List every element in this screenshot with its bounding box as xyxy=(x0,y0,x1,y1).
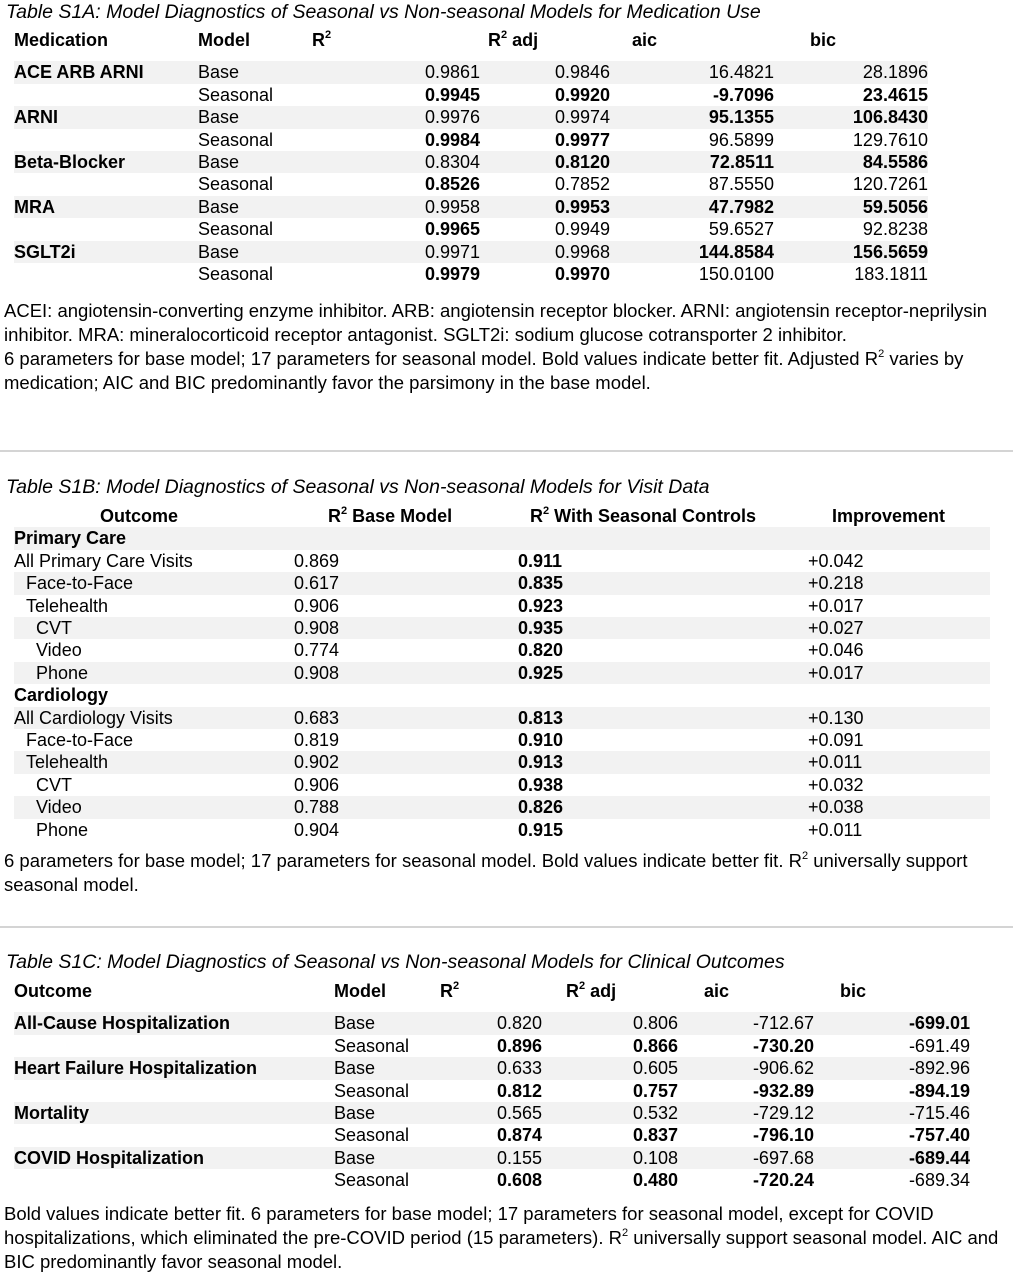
table-row xyxy=(14,1102,970,1124)
table-row xyxy=(14,639,990,661)
r2-base-cell: 0.908 xyxy=(294,662,518,684)
r2-adj-cell: 0.532 xyxy=(542,1102,678,1124)
bic-cell: -691.49 xyxy=(908,1035,970,1056)
table-row xyxy=(14,1057,970,1079)
aic-cell: 95.1355 xyxy=(610,106,774,128)
table-s1c xyxy=(14,980,970,1192)
table-row xyxy=(14,1080,970,1102)
model-cell: Seasonal xyxy=(334,1080,410,1101)
model-cell: Base xyxy=(334,1102,440,1124)
aic-cell: -9.7096 xyxy=(712,84,774,105)
improvement-cell: +0.032 xyxy=(808,774,864,795)
r2-base-cell: 0.774 xyxy=(294,640,340,661)
r2-seasonal-cell: 0.915 xyxy=(518,819,564,840)
table-s1a xyxy=(14,29,928,285)
r2-adj-cell: 0.605 xyxy=(542,1057,678,1079)
r2-adj-cell: 0.9974 xyxy=(480,106,610,128)
r2-cell: 0.9984 xyxy=(424,129,480,150)
group-row xyxy=(14,527,990,549)
r2-base-cell: 0.617 xyxy=(294,572,518,594)
outcome-cell xyxy=(14,1124,334,1146)
aic-cell: -712.67 xyxy=(678,1012,814,1034)
outcome-cell xyxy=(14,1169,334,1191)
r2-seasonal-cell: 0.910 xyxy=(518,730,564,751)
table-row xyxy=(14,729,990,751)
table-s1c-header xyxy=(14,980,970,1002)
model-cell: Base xyxy=(198,196,312,218)
r2-cell: 0.9945 xyxy=(424,84,480,105)
model-cell: Seasonal xyxy=(198,129,274,150)
divider xyxy=(0,926,1013,928)
aic-cell: -729.12 xyxy=(678,1102,814,1124)
table-row xyxy=(14,1035,970,1057)
col-r2-seasonal: $R^2$ With Seasonal Controls xyxy=(530,505,756,526)
outcome-cell xyxy=(14,1035,334,1057)
table-s1a-footnote: 6 parameters for base model; 17 parameters for seasonal model. Bold values indicate better fit. Adjusted $R^2$ varies by medication; AIC and BIC predominantly favor the parsimony in the base model. xyxy=(4,348,964,394)
bic-cell: 183.1811 xyxy=(854,264,928,285)
col-medication: Medication xyxy=(14,30,109,50)
outcome-cell: Video xyxy=(36,640,82,661)
r2-cell: 0.9861 xyxy=(312,61,480,83)
bic-cell: 120.7261 xyxy=(852,174,928,195)
table-row xyxy=(14,218,928,240)
r2-base-cell: 0.683 xyxy=(294,707,518,729)
improvement-cell: +0.011 xyxy=(808,751,990,773)
model-cell: Seasonal xyxy=(198,84,274,105)
r2-adj-cell: 0.7852 xyxy=(554,174,610,195)
model-cell: Base xyxy=(334,1057,440,1079)
r2-adj-cell: 0.866 xyxy=(632,1035,678,1056)
table-row xyxy=(14,1169,970,1191)
improvement-cell: +0.218 xyxy=(808,572,990,594)
model-cell: Seasonal xyxy=(198,219,274,240)
bic-cell: -892.96 xyxy=(814,1057,970,1079)
table-row xyxy=(14,241,928,263)
aic-cell: 144.8584 xyxy=(610,241,774,263)
aic-cell: 47.7982 xyxy=(610,196,774,218)
table-row xyxy=(14,106,928,128)
model-cell: Seasonal xyxy=(198,264,274,285)
table-row xyxy=(14,774,990,796)
aic-cell: 59.6527 xyxy=(708,219,774,240)
improvement-cell: +0.017 xyxy=(808,595,864,616)
aic-cell: -906.62 xyxy=(678,1057,814,1079)
outcome-cell: Face-to-Face xyxy=(26,730,134,751)
aic-cell: -697.68 xyxy=(678,1147,814,1169)
r2-seasonal-cell: 0.923 xyxy=(518,595,564,616)
aic-cell: -720.24 xyxy=(752,1170,814,1191)
aic-cell: -932.89 xyxy=(752,1080,814,1101)
aic-cell: 150.0100 xyxy=(698,264,774,285)
r2-cell: 0.896 xyxy=(496,1035,542,1056)
table-row xyxy=(14,617,990,639)
table-row xyxy=(14,1124,970,1146)
outcome-cell xyxy=(14,1080,334,1102)
r2-base-cell: 0.869 xyxy=(294,550,340,571)
r2-adj-cell: 0.9953 xyxy=(480,196,610,218)
improvement-cell: +0.027 xyxy=(808,617,990,639)
col-aic: aic xyxy=(632,30,658,50)
outcome-cell: CVT xyxy=(36,774,72,795)
medication-cell xyxy=(14,263,198,285)
r2-adj-cell: 0.9968 xyxy=(480,241,610,263)
table-row xyxy=(14,129,928,151)
medication-cell: ARNI xyxy=(14,106,198,128)
group-label: Cardiology xyxy=(14,685,109,706)
r2-adj-cell: 0.9949 xyxy=(554,219,610,240)
model-cell: Base xyxy=(198,151,312,173)
bic-cell: -689.34 xyxy=(908,1170,970,1191)
bic-cell: 92.8238 xyxy=(862,219,928,240)
col-r2-adj: $R^2$ adj xyxy=(488,29,539,50)
r2-cell: 0.565 xyxy=(440,1102,542,1124)
table-row xyxy=(14,1012,970,1034)
outcome-cell: Face-to-Face xyxy=(14,572,294,594)
r2-base-cell: 0.904 xyxy=(294,819,340,840)
r2-adj-cell: 0.806 xyxy=(542,1012,678,1034)
r2-adj-cell: 0.837 xyxy=(632,1125,678,1146)
improvement-cell: +0.011 xyxy=(808,819,863,840)
r2-seasonal-cell: 0.938 xyxy=(518,774,564,795)
r2-base-cell: 0.908 xyxy=(294,617,518,639)
outcome-cell: CVT xyxy=(14,617,294,639)
r2-cell: 0.9976 xyxy=(312,106,480,128)
col-model: Model xyxy=(334,981,386,1001)
r2-base-cell: 0.788 xyxy=(294,796,518,818)
model-cell: Base xyxy=(334,1012,440,1034)
r2-cell: 0.8526 xyxy=(424,174,480,195)
model-cell: Base xyxy=(198,241,312,263)
table-row xyxy=(14,61,928,83)
improvement-cell: +0.091 xyxy=(808,730,864,751)
medication-cell: Beta-Blocker xyxy=(14,151,198,173)
r2-seasonal-cell: 0.835 xyxy=(518,572,808,594)
r2-cell: 0.9965 xyxy=(424,219,480,240)
table-row xyxy=(14,173,928,195)
medication-cell xyxy=(14,84,198,106)
table-s1a-caption: Table S1A: Model Diagnostics of Seasonal vs Non-seasonal Models for Medication Use xyxy=(6,1,761,23)
improvement-cell: +0.046 xyxy=(808,640,864,661)
table-row xyxy=(14,751,990,773)
improvement-cell: +0.038 xyxy=(808,796,990,818)
medication-cell: MRA xyxy=(14,196,198,218)
outcome-cell: Heart Failure Hospitalization xyxy=(14,1057,334,1079)
improvement-cell: +0.130 xyxy=(808,707,990,729)
col-r2-adj: $R^2$ adj xyxy=(566,980,617,1001)
table-row xyxy=(14,263,928,285)
outcome-cell: All Cardiology Visits xyxy=(14,707,294,729)
table-row xyxy=(14,151,928,173)
r2-cell: 0.9958 xyxy=(312,196,480,218)
col-bic: bic xyxy=(810,30,837,50)
r2-seasonal-cell: 0.913 xyxy=(518,751,808,773)
aic-cell: 87.5550 xyxy=(708,174,774,195)
bic-cell: -715.46 xyxy=(814,1102,970,1124)
medication-cell xyxy=(14,218,198,240)
col-outcome: Outcome xyxy=(100,506,179,526)
table-row xyxy=(14,84,928,106)
col-improvement: Improvement xyxy=(832,506,946,526)
r2-cell: 0.820 xyxy=(440,1012,542,1034)
divider xyxy=(0,450,1013,452)
outcome-cell: Telehealth xyxy=(26,595,109,616)
col-r2-base: $R^2$ Base Model xyxy=(328,505,453,526)
aic-cell: -730.20 xyxy=(752,1035,814,1056)
r2-seasonal-cell: 0.911 xyxy=(518,550,563,571)
model-cell: Seasonal xyxy=(198,174,274,195)
r2-cell: 0.9979 xyxy=(424,264,480,285)
outcome-cell: Phone xyxy=(14,662,294,684)
outcome-cell: All Primary Care Visits xyxy=(14,550,193,571)
r2-seasonal-cell: 0.935 xyxy=(518,617,808,639)
bic-cell: 59.5056 xyxy=(774,196,928,218)
outcome-cell: Mortality xyxy=(14,1102,334,1124)
table-row xyxy=(14,707,990,729)
col-outcome: Outcome xyxy=(14,981,93,1001)
r2-seasonal-cell: 0.925 xyxy=(518,662,808,684)
model-cell: Seasonal xyxy=(334,1170,410,1191)
r2-seasonal-cell: 0.826 xyxy=(518,796,808,818)
col-bic: bic xyxy=(840,981,867,1001)
bic-cell: 28.1896 xyxy=(774,61,928,83)
r2-adj-cell: 0.757 xyxy=(632,1080,678,1101)
table-s1c-footnote: Bold values indicate better fit. 6 parameters for base model; 17 parameters for seasonal model, except for COVID hospitalizations, which eliminated the pre-COVID period (15 parameters). $R^2$ universally support seasonal model. AIC and BIC predominantly favor seasonal model. xyxy=(4,1202,999,1272)
aic-cell: -796.10 xyxy=(752,1125,814,1146)
bic-cell: -894.19 xyxy=(908,1080,970,1101)
r2-cell: 0.8304 xyxy=(312,151,480,173)
r2-adj-cell: 0.9970 xyxy=(554,264,610,285)
bic-cell: 84.5586 xyxy=(774,151,928,173)
outcome-cell: All-Cause Hospitalization xyxy=(14,1012,334,1034)
r2-cell: 0.9971 xyxy=(312,241,480,263)
model-cell: Base xyxy=(198,106,312,128)
table-row xyxy=(14,572,990,594)
model-cell: Base xyxy=(334,1147,440,1169)
table-row xyxy=(14,662,990,684)
r2-base-cell: 0.819 xyxy=(294,730,340,751)
r2-adj-cell: 0.480 xyxy=(632,1170,678,1191)
outcome-cell: Phone xyxy=(36,819,89,840)
r2-seasonal-cell: 0.820 xyxy=(518,640,564,661)
r2-adj-cell: 0.108 xyxy=(542,1147,678,1169)
medication-cell xyxy=(14,129,198,151)
table-row xyxy=(14,1147,970,1169)
aic-cell: 96.5899 xyxy=(708,129,774,150)
table-s1a-header xyxy=(14,29,928,51)
bic-cell: 129.7610 xyxy=(852,129,928,150)
r2-adj-cell: 0.9846 xyxy=(480,61,610,83)
r2-base-cell: 0.906 xyxy=(294,595,340,616)
r2-base-cell: 0.906 xyxy=(294,774,340,795)
group-row xyxy=(14,684,990,706)
improvement-cell: +0.042 xyxy=(808,550,864,571)
r2-cell: 0.633 xyxy=(440,1057,542,1079)
model-cell: Seasonal xyxy=(334,1125,410,1146)
table-s1a-abbreviations: ACEI: angiotensin-converting enzyme inhibitor. ARB: angiotensin receptor blocker. ARNI: angiotensin receptor-neprilysin inhibitor. MRA: mineralocorticoid receptor antagonist. SGLT2i: sodium glucose cotransporter 2 inhibitor. xyxy=(4,300,988,346)
r2-cell: 0.812 xyxy=(496,1080,542,1101)
outcome-cell: COVID Hospitalization xyxy=(14,1147,334,1169)
table-row xyxy=(14,550,990,572)
table-row xyxy=(14,595,990,617)
bic-cell: 156.5659 xyxy=(774,241,928,263)
aic-cell: 16.4821 xyxy=(610,61,774,83)
col-model: Model xyxy=(198,30,250,50)
col-r2: $R^2$ xyxy=(440,980,460,1001)
table-row xyxy=(14,796,990,818)
bic-cell: 23.4615 xyxy=(862,84,928,105)
model-cell: Base xyxy=(198,61,312,83)
outcome-cell: Video xyxy=(14,796,294,818)
improvement-cell: +0.017 xyxy=(808,662,990,684)
r2-cell: 0.155 xyxy=(440,1147,542,1169)
r2-seasonal-cell: 0.813 xyxy=(518,707,808,729)
bic-cell: -757.40 xyxy=(908,1125,970,1146)
model-cell: Seasonal xyxy=(334,1035,410,1056)
table-s1b xyxy=(14,505,990,841)
table-s1c-caption: Table S1C: Model Diagnostics of Seasonal vs Non-seasonal Models for Clinical Outcomes xyxy=(6,951,785,973)
r2-adj-cell: 0.9920 xyxy=(554,84,610,105)
bic-cell: -689.44 xyxy=(814,1147,970,1169)
medication-cell xyxy=(14,173,198,195)
r2-cell: 0.608 xyxy=(496,1170,542,1191)
medication-cell: SGLT2i xyxy=(14,241,198,263)
table-s1b-header xyxy=(14,505,990,527)
bic-cell: -699.01 xyxy=(814,1012,970,1034)
aic-cell: 72.8511 xyxy=(610,151,774,173)
r2-cell: 0.874 xyxy=(496,1125,542,1146)
table-s1b-footnote: 6 parameters for base model; 17 parameters for seasonal model. Bold values indicate better fit. $R^2$ universally support seasonal model. xyxy=(4,849,968,896)
r2-adj-cell: 0.9977 xyxy=(554,129,610,150)
r2-base-cell: 0.902 xyxy=(294,751,518,773)
table-s1b-caption: Table S1B: Model Diagnostics of Seasonal vs Non-seasonal Models for Visit Data xyxy=(6,476,710,498)
table-row xyxy=(14,819,990,841)
medication-cell: ACE ARB ARNI xyxy=(14,61,198,83)
col-aic: aic xyxy=(704,981,730,1001)
outcome-cell: Telehealth xyxy=(14,751,294,773)
col-r2: $R^2$ xyxy=(312,29,332,50)
r2-adj-cell: 0.8120 xyxy=(480,151,610,173)
bic-cell: 106.8430 xyxy=(774,106,928,128)
table-row xyxy=(14,196,928,218)
group-label: Primary Care xyxy=(14,527,990,549)
